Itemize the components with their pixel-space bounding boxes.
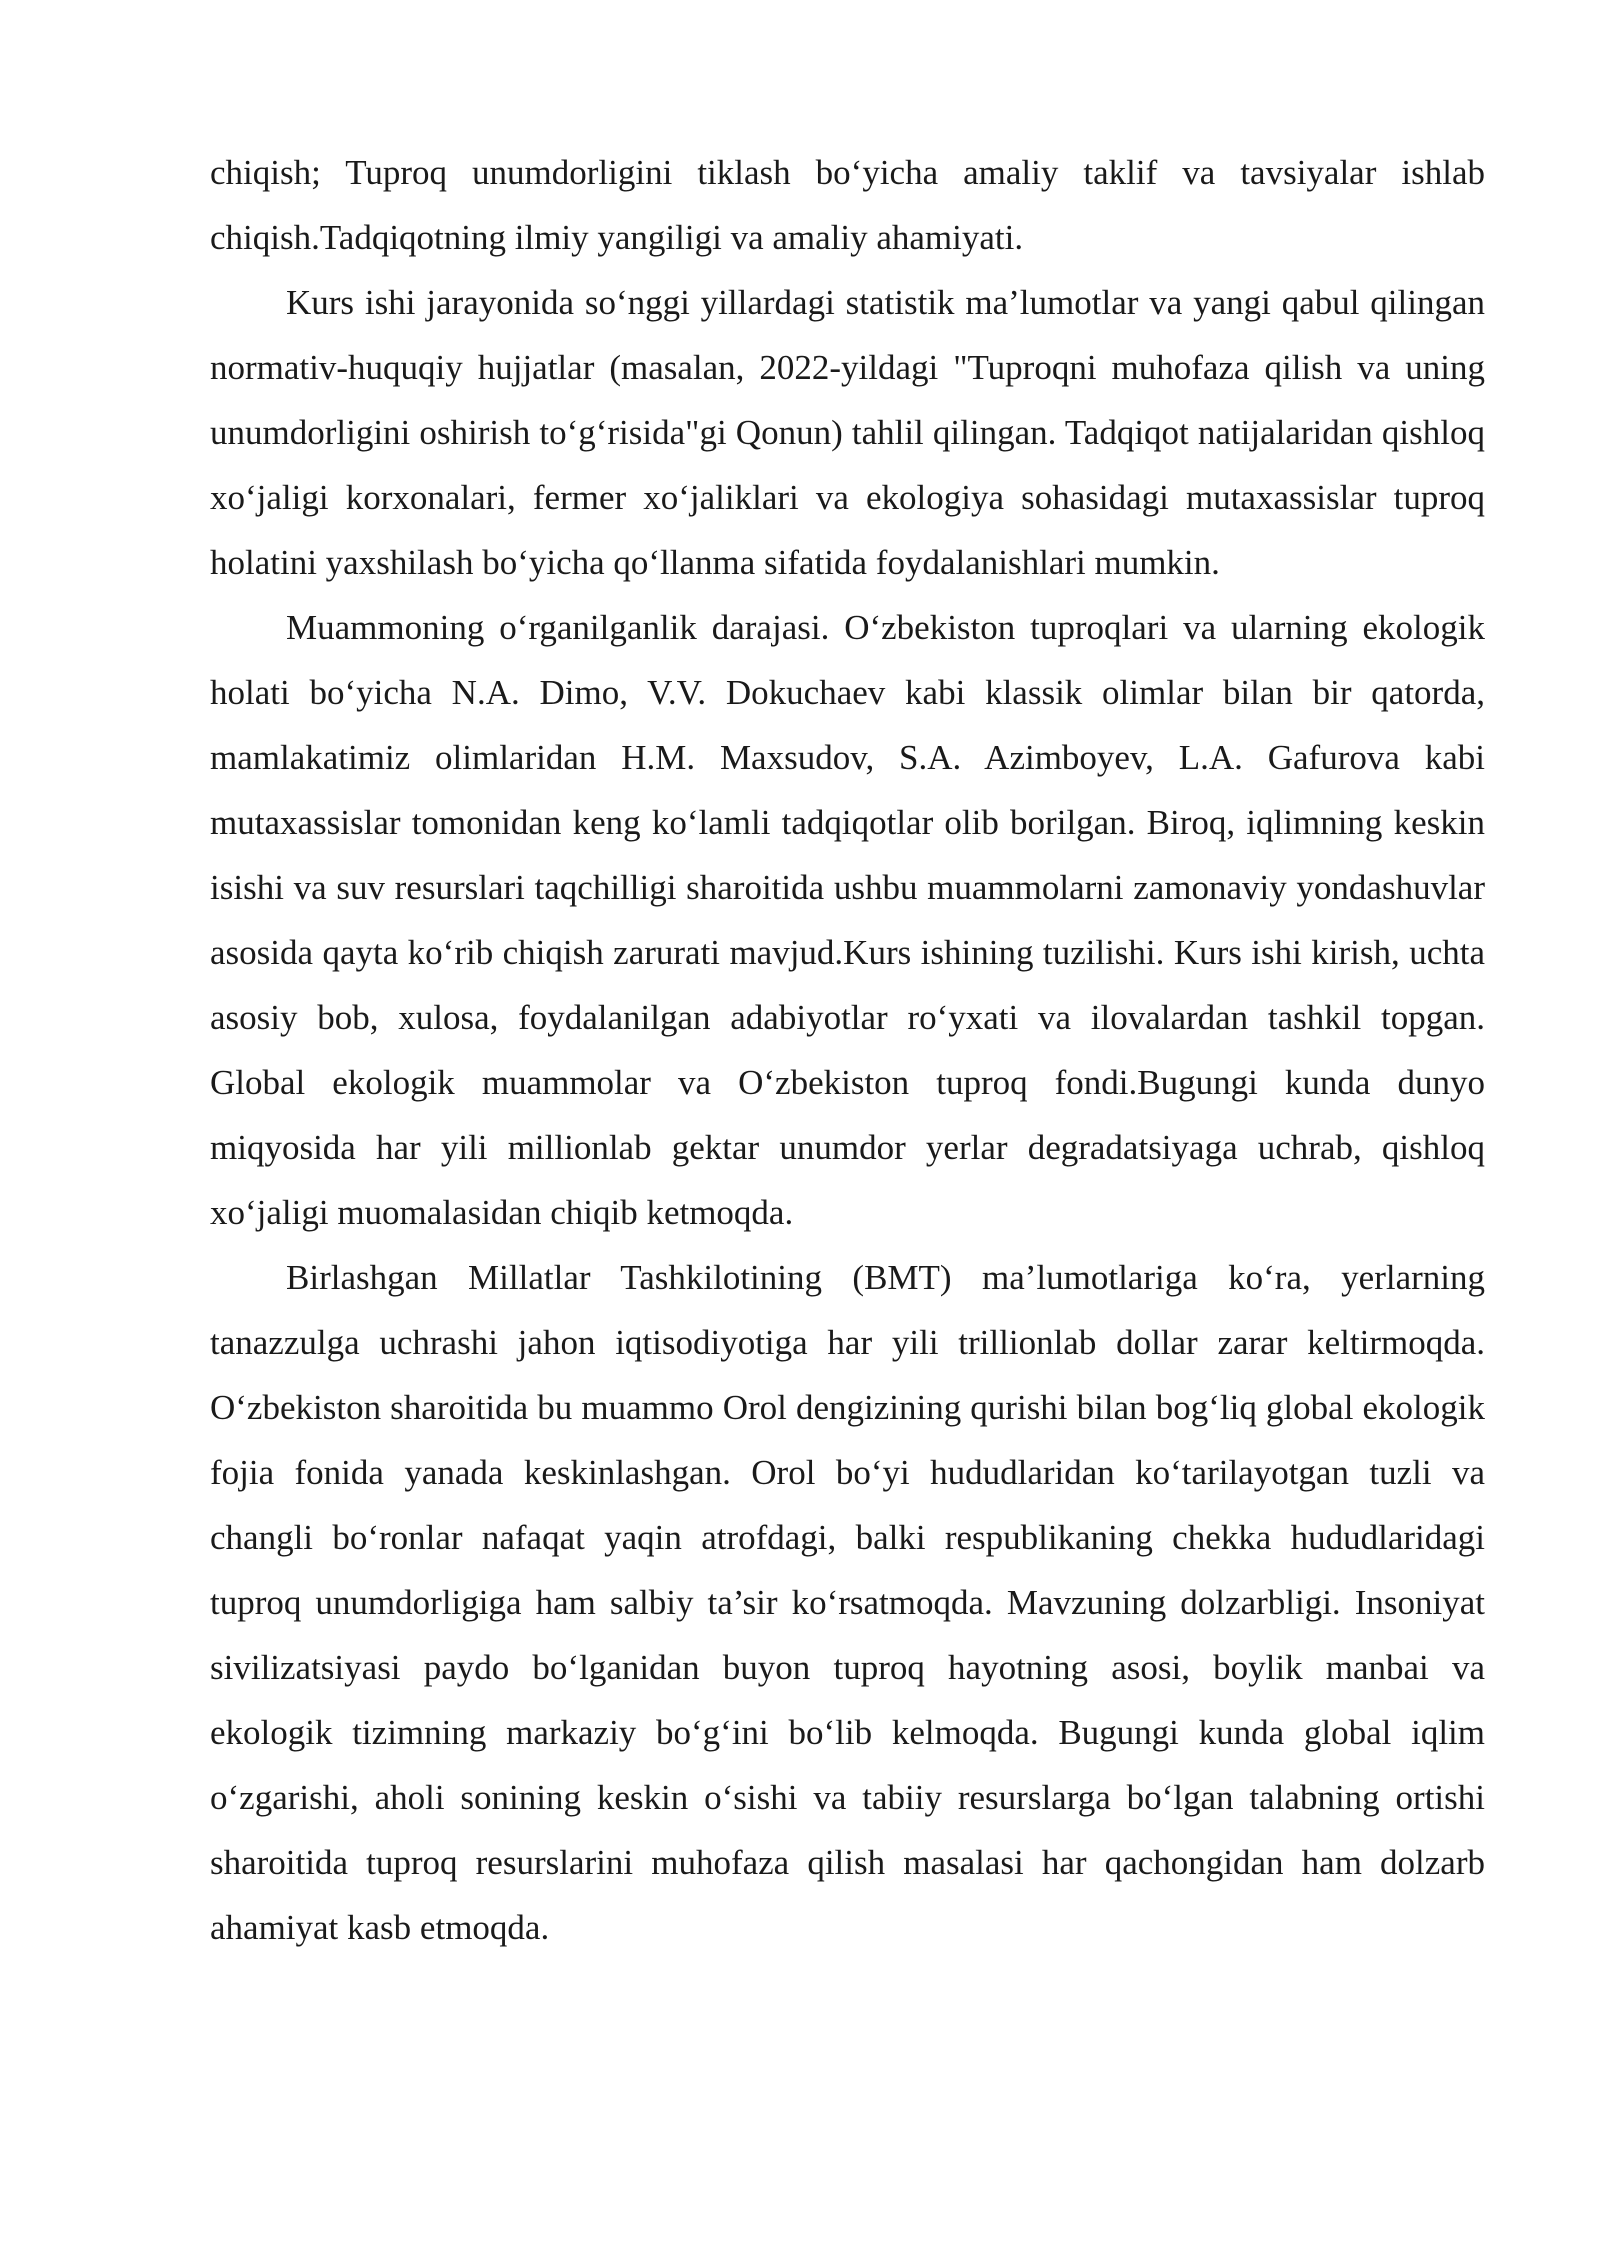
paragraph-relevance: Birlashgan Millatlar Tashkilotining (BMT) ma’lumotlariga ko‘ra, yerlarning tanazzulga uchrashi jahon iqtisodiyotiga har yili trillionlab dollar zarar keltirmoqda. O‘zbekiston sharoitida bu muammo Orol dengizining qurishi bilan bog‘liq global ekologik fojia fonida yanada keskinlashgan. Orol bo‘yi hududlaridan ko‘tarilayotgan tuzli va changli bo‘ronlar nafaqat yaqin atrofdagi, balki respublikaning chekka hududlaridagi tuproq unumdorligiga ham salbiy ta’sir ko‘rsatmoqda. Mavzuning dolzarbligi. Insoniyat sivilizatsiyasi paydo bo‘lganidan buyon tuproq hayotning asosi, boylik manbai va ekologik tizimning markaziy bo‘g‘ini bo‘lib kelmoqda. Bugungi kunda global iqlim o‘zgarishi, aholi sonining keskin o‘sishi va tabiiy resurslarga bo‘lgan talabning ortishi sharoitida tuproq resurslarini muhofaza qilish masalasi har qachongidan ham dolzarb ahamiyat kasb etmoqda. xyxy=(210,1258,1485,1947)
document-body xyxy=(210,140,1485,1960)
paragraph-novelty: Kurs ishi jarayonida so‘nggi yillardagi statistik ma’lumotlar va yangi qabul qilingan normativ-huquqiy hujjatlar (masalan, 2022-yildagi "Tuproqni muhofaza qilish va uning unumdorligini oshirish to‘g‘risida"gi Qonun) tahlil qilingan. Tadqiqot natijalaridan qishloq xo‘jaligi korxonalari, fermer xo‘jaliklari va ekologiya sohasidagi mutaxassislar tuproq holatini yaxshilash bo‘yicha qo‘llanma sifatida foydalanishlari mumkin. xyxy=(210,283,1485,582)
paragraph-study-level: Muammoning o‘rganilganlik darajasi. O‘zbekiston tuproqlari va ularning ekologik holati bo‘yicha N.A. Dimo, V.V. Dokuchaev kabi klassik olimlar bilan bir qatorda, mamlakatimiz olimlaridan H.M. Maxsudov, S.A. Azimboyev, L.A. Gafurova kabi mutaxassislar tomonidan keng ko‘lamli tadqiqotlar olib borilgan. Biroq, iqlimning keskin isishi va suv resurslari taqchilligi sharoitida ushbu muammolarni zamonaviy yondashuvlar asosida qayta ko‘rib chiqish zarurati mavjud.Kurs ishining tuzilishi. Kurs ishi kirish, uchta asosiy bob, xulosa, foydalanilgan adabiyotlar ro‘yxati va ilovalardan tashkil topgan. Global ekologik muammolar va O‘zbekiston tuproq fondi.Bugungi kunda dunyo miqyosida har yili millionlab gektar unumdor yerlar degradatsiyaga uchrab, qishloq xo‘jaligi muomalasidan chiqib ketmoqda. xyxy=(210,608,1485,1232)
paragraph-continuation: chiqish; Tuproq unumdorligini tiklash bo‘yicha amaliy taklif va tavsiyalar ishlab chiqish.Tadqiqotning ilmiy yangiligi va amaliy ahamiyati. xyxy=(210,153,1485,257)
